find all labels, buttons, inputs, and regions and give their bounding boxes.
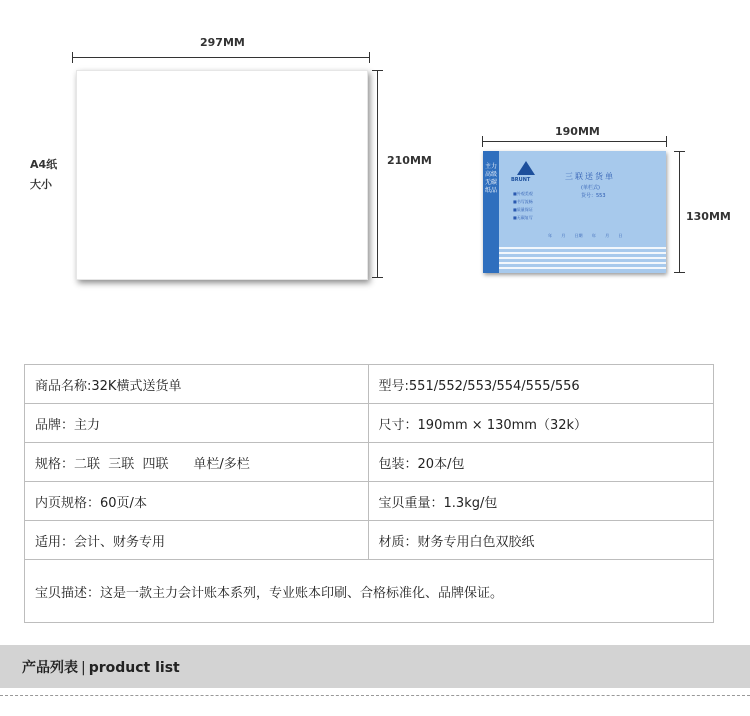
spec-row: [25, 521, 714, 560]
spec-key: 商品名称:: [35, 378, 92, 394]
spec-value: 190mm × 130mm（32k）: [417, 417, 588, 433]
receipt-title: 三联送货单: [565, 172, 615, 181]
receipt-stripe: [499, 257, 666, 259]
spec-description-row: [25, 560, 714, 623]
spec-value: 主力: [74, 417, 101, 433]
product-list-heading: [22, 657, 180, 677]
spec-key: 型号:: [378, 378, 409, 394]
receipt-feature: ■质量保证: [513, 207, 533, 212]
spec-description-cell: [25, 560, 714, 623]
a4-sheet: [76, 70, 368, 280]
spec-key: 品牌：: [35, 417, 75, 433]
a4-size-label-line1: A4纸: [30, 158, 58, 171]
spec-key: 材质：: [378, 534, 418, 550]
receipt-subtitle: (单栏式): [581, 185, 600, 191]
spec-cell: [25, 482, 369, 521]
spec-cell: [368, 482, 713, 521]
spec-cell: [25, 404, 369, 443]
spec-value: 32K横式送货单: [91, 378, 182, 394]
spec-row: [25, 404, 714, 443]
spec-description-value: 这是一款主力会计账本系列，专业账本印刷、合格标准化、品牌保证。: [100, 585, 504, 601]
spec-key: 规格：: [35, 456, 75, 472]
a4-height-tick-bottom: [372, 277, 383, 278]
receipt-book: [483, 151, 666, 273]
receipt-stripe: [499, 262, 666, 264]
spec-value: 1.3kg/包: [443, 495, 498, 511]
a4-height-tick-top: [372, 70, 383, 71]
spec-value: 二联 三联 四联 单栏/多栏: [74, 456, 250, 472]
spec-value: 20本/包: [417, 456, 465, 472]
spec-row: [25, 482, 714, 521]
a4-height-label: 210MM: [387, 154, 432, 167]
receipt-number: 货号：553: [581, 193, 606, 199]
receipt-stripe: [499, 252, 666, 254]
brand-logo-icon: [517, 161, 535, 175]
spec-value: 财务专用白色双胶纸: [417, 534, 535, 550]
spec-row: [25, 443, 714, 482]
spec-cell: [368, 365, 713, 404]
spec-key: 内页规格：: [35, 495, 101, 511]
receipt-logo-text: BRUNT: [511, 177, 531, 183]
receipt-stripe: [499, 247, 666, 249]
receipt-width-line: [482, 141, 667, 142]
receipt-height-line: [679, 151, 680, 273]
spec-value: 会计、财务专用: [74, 534, 166, 550]
product-list-separator: |: [81, 660, 86, 676]
spec-description-key: 宝贝描述：: [35, 585, 101, 601]
spec-cell: [368, 521, 713, 560]
product-list-subtitle: product list: [88, 660, 180, 676]
receipt-height-tick-bottom: [674, 272, 685, 273]
receipt-height-label: 130MM: [686, 210, 731, 223]
spec-cell: [25, 365, 369, 404]
dashed-divider: [0, 695, 750, 696]
spec-cell: [25, 443, 369, 482]
receipt-footer: 年 月 日期 年 月 日: [548, 233, 623, 238]
spec-key: 适用：: [35, 534, 75, 550]
spec-key: 包装：: [378, 456, 418, 472]
receipt-stripe: [499, 267, 666, 269]
spec-value: 551/552/553/554/555/556: [408, 378, 580, 394]
receipt-feature: ■外观美观: [513, 191, 533, 196]
product-list-bar: [0, 645, 750, 688]
receipt-width-label: 190MM: [555, 125, 600, 138]
spec-cell: [368, 443, 713, 482]
spec-key: 宝贝重量：: [378, 495, 444, 511]
spec-row: [25, 365, 714, 404]
a4-size-label-line2: 大小: [30, 178, 52, 191]
spec-key: 尺寸：: [378, 417, 418, 433]
a4-width-line: [72, 57, 370, 58]
spec-table: [24, 364, 714, 623]
receipt-spine: [483, 151, 499, 273]
spec-cell: [368, 404, 713, 443]
receipt-width-tick-left: [482, 136, 483, 147]
receipt-height-tick-top: [674, 151, 685, 152]
receipt-feature: ■书写流畅: [513, 199, 533, 204]
a4-height-line: [377, 70, 378, 278]
receipt-spine-text: 主力高级无碳纸品: [485, 163, 498, 194]
receipt-width-tick-right: [666, 136, 667, 147]
a4-width-tick-right: [369, 52, 370, 63]
spec-value: 60页/本: [100, 495, 147, 511]
spec-cell: [25, 521, 369, 560]
product-list-title: 产品列表: [22, 660, 78, 676]
a4-width-label: 297MM: [200, 36, 245, 49]
a4-width-tick-left: [72, 52, 73, 63]
receipt-feature: ■无碳复写: [513, 215, 533, 220]
